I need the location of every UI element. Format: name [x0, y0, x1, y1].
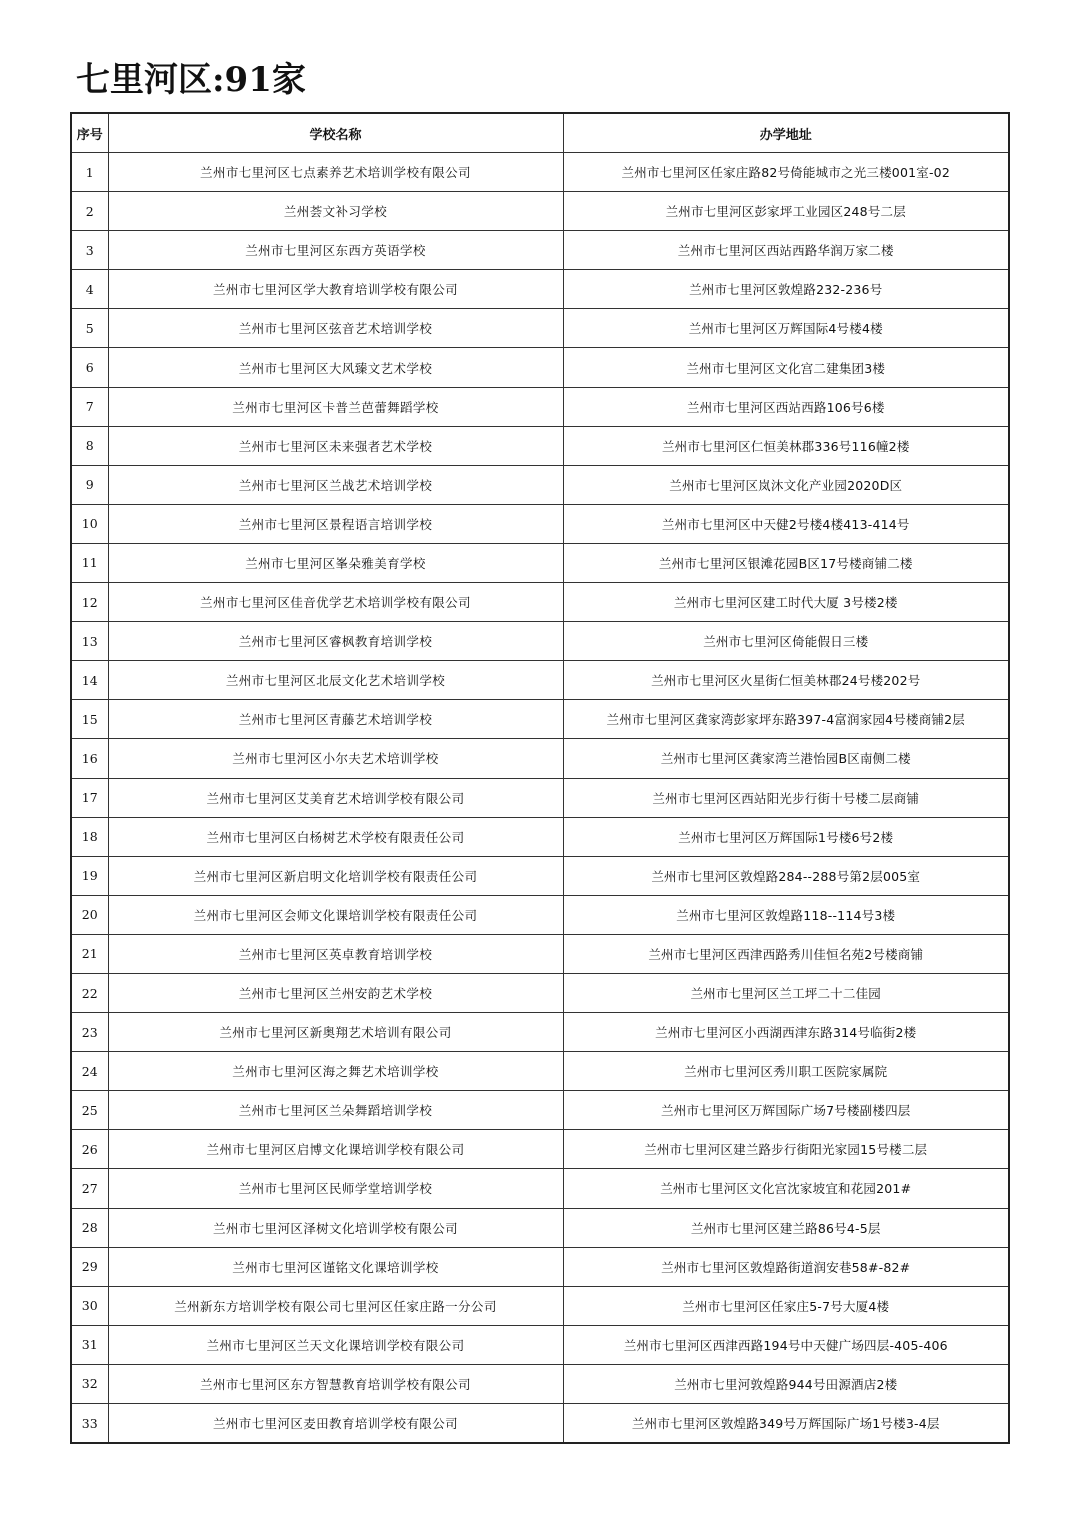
school-address: 兰州市七里河区火星街仁恒美林郡24号楼202号 [563, 661, 1009, 700]
school-table [70, 112, 1010, 1444]
school-address: 兰州市七里河区西站西路华润万家二楼 [563, 231, 1009, 270]
row-index: 12 [71, 583, 108, 622]
school-address: 兰州市七里河区文化宫沈家坡宜和花园201# [563, 1169, 1009, 1208]
row-index: 4 [71, 270, 108, 309]
school-name: 兰州市七里河区睿枫教育培训学校 [108, 622, 563, 661]
school-name: 兰州市七里河区学大教育培训学校有限公司 [108, 270, 563, 309]
school-address: 兰州市七里河区仁恒美林郡336号116幢2楼 [563, 426, 1009, 465]
row-index: 19 [71, 856, 108, 895]
row-index: 7 [71, 387, 108, 426]
school-address: 兰州市七里河区敦煌路118--114号3楼 [563, 895, 1009, 934]
school-name: 兰州市七里河区麦田教育培训学校有限公司 [108, 1404, 563, 1444]
school-address: 兰州市七里河区任家庄5-7号大厦4楼 [563, 1286, 1009, 1325]
school-address: 兰州市七里河区万辉国际广场7号楼副楼四层 [563, 1091, 1009, 1130]
school-name: 兰州市七里河区未来强者艺术学校 [108, 426, 563, 465]
header-school-name: 学校名称 [108, 113, 563, 153]
school-address: 兰州市七里河区龚家湾兰港怡园B区南侧二楼 [563, 739, 1009, 778]
row-index: 30 [71, 1286, 108, 1325]
table-row [71, 1404, 1009, 1444]
school-name: 兰州市七里河区景程语言培训学校 [108, 504, 563, 543]
school-name: 兰州市七里河区白杨树艺术学校有限责任公司 [108, 817, 563, 856]
school-address: 兰州市七里河区敦煌路284--288号第2层005室 [563, 856, 1009, 895]
school-name: 兰州市七里河区兰战艺术培训学校 [108, 465, 563, 504]
school-address: 兰州市七里河区秀川职工医院家属院 [563, 1052, 1009, 1091]
table-row [71, 856, 1009, 895]
table-row [71, 661, 1009, 700]
table-row [71, 1130, 1009, 1169]
row-index: 11 [71, 543, 108, 582]
table-row [71, 504, 1009, 543]
school-address: 兰州市七里河区敦煌路232-236号 [563, 270, 1009, 309]
school-name: 兰州市七里河区兰州安韵艺术学校 [108, 973, 563, 1012]
table-row [71, 231, 1009, 270]
school-address: 兰州市七里河区建兰路86号4-5层 [563, 1208, 1009, 1247]
row-index: 14 [71, 661, 108, 700]
table-row [71, 309, 1009, 348]
school-name: 兰州市七里河区大风臻文艺术学校 [108, 348, 563, 387]
school-name: 兰州市七里河区新启明文化培训学校有限责任公司 [108, 856, 563, 895]
row-index: 9 [71, 465, 108, 504]
school-name: 兰州市七里河区峯朵雅美育学校 [108, 543, 563, 582]
school-name: 兰州市七里河区会师文化课培训学校有限责任公司 [108, 895, 563, 934]
table-row [71, 1247, 1009, 1286]
table-row [71, 387, 1009, 426]
school-name: 兰州市七里河区东方智慧教育培训学校有限公司 [108, 1364, 563, 1403]
school-name: 兰州市七里河区卡普兰芭蕾舞蹈学校 [108, 387, 563, 426]
school-name: 兰州市七里河区东西方英语学校 [108, 231, 563, 270]
school-name: 兰州市七里河区佳音优学艺术培训学校有限公司 [108, 583, 563, 622]
school-name: 兰州市七里河区兰天文化课培训学校有限公司 [108, 1325, 563, 1364]
row-index: 32 [71, 1364, 108, 1403]
school-address: 兰州市七里河区龚家湾彭家坪东路397-4富润家园4号楼商铺2层 [563, 700, 1009, 739]
school-address: 兰州市七里河区西津西路秀川佳恒名苑2号楼商铺 [563, 934, 1009, 973]
school-address: 兰州市七里河敦煌路944号田源酒店2楼 [563, 1364, 1009, 1403]
school-address: 兰州市七里河区西站西路106号6楼 [563, 387, 1009, 426]
row-index: 8 [71, 426, 108, 465]
table-row [71, 817, 1009, 856]
school-address: 兰州市七里河区万辉国际1号楼6号2楼 [563, 817, 1009, 856]
school-address: 兰州市七里河区西站阳光步行街十号楼二层商铺 [563, 778, 1009, 817]
page-title: 七里河区:91家 [76, 60, 306, 100]
school-address: 兰州市七里河区文化宫二建集团3楼 [563, 348, 1009, 387]
school-name: 兰州市七里河区民师学堂培训学校 [108, 1169, 563, 1208]
table-row [71, 153, 1009, 192]
school-name: 兰州市七里河区泽树文化培训学校有限公司 [108, 1208, 563, 1247]
school-name: 兰州市七里河区新奥翔艺术培训有限公司 [108, 1013, 563, 1052]
row-index: 28 [71, 1208, 108, 1247]
table-row [71, 1169, 1009, 1208]
school-name: 兰州市七里河区弦音艺术培训学校 [108, 309, 563, 348]
row-index: 15 [71, 700, 108, 739]
header-row [71, 113, 1009, 153]
row-index: 20 [71, 895, 108, 934]
school-address: 兰州市七里河区敦煌路街道润安巷58#-82# [563, 1247, 1009, 1286]
school-name: 兰州市七里河区小尔夫艺术培训学校 [108, 739, 563, 778]
school-name: 兰州市七里河区谨铭文化课培训学校 [108, 1247, 563, 1286]
row-index: 26 [71, 1130, 108, 1169]
school-address: 兰州市七里河区岚沐文化产业园2020D区 [563, 465, 1009, 504]
table-row [71, 583, 1009, 622]
row-index: 23 [71, 1013, 108, 1052]
row-index: 33 [71, 1404, 108, 1444]
school-name: 兰州市七里河区北辰文化艺术培训学校 [108, 661, 563, 700]
school-address: 兰州市七里河区中天健2号楼4楼413-414号 [563, 504, 1009, 543]
row-index: 31 [71, 1325, 108, 1364]
row-index: 2 [71, 192, 108, 231]
school-address: 兰州市七里河区银滩花园B区17号楼商铺二楼 [563, 543, 1009, 582]
table-row [71, 622, 1009, 661]
header-address: 办学地址 [563, 113, 1009, 153]
row-index: 6 [71, 348, 108, 387]
table-row [71, 192, 1009, 231]
table-row [71, 739, 1009, 778]
school-address: 兰州市七里河区建工时代大厦 3号楼2楼 [563, 583, 1009, 622]
row-index: 27 [71, 1169, 108, 1208]
row-index: 1 [71, 153, 108, 192]
row-index: 13 [71, 622, 108, 661]
school-name: 兰州市七里河区海之舞艺术培训学校 [108, 1052, 563, 1091]
table-row [71, 1013, 1009, 1052]
table-row [71, 1286, 1009, 1325]
row-index: 10 [71, 504, 108, 543]
school-name: 兰州荟文补习学校 [108, 192, 563, 231]
school-address: 兰州市七里河区兰工坪二十二佳园 [563, 973, 1009, 1012]
table-row [71, 1208, 1009, 1247]
row-index: 25 [71, 1091, 108, 1130]
row-index: 5 [71, 309, 108, 348]
school-name: 兰州市七里河区启博文化课培训学校有限公司 [108, 1130, 563, 1169]
row-index: 22 [71, 973, 108, 1012]
table-row [71, 1052, 1009, 1091]
table-row [71, 1325, 1009, 1364]
table-body [71, 153, 1009, 1444]
row-index: 21 [71, 934, 108, 973]
school-address: 兰州市七里河区敦煌路349号万辉国际广场1号楼3-4层 [563, 1404, 1009, 1444]
table-header [71, 113, 1009, 153]
table-row [71, 270, 1009, 309]
school-address: 兰州市七里河区小西湖西津东路314号临街2楼 [563, 1013, 1009, 1052]
table-row [71, 700, 1009, 739]
school-address: 兰州市七里河区彭家坪工业园区248号二层 [563, 192, 1009, 231]
table-row [71, 348, 1009, 387]
school-address: 兰州市七里河区西津西路194号中天健广场四层-405-406 [563, 1325, 1009, 1364]
school-address: 兰州市七里河区任家庄路82号倚能城市之光三楼001室-02 [563, 153, 1009, 192]
school-name: 兰州新东方培训学校有限公司七里河区任家庄路一分公司 [108, 1286, 563, 1325]
row-index: 29 [71, 1247, 108, 1286]
school-address: 兰州市七里河区万辉国际4号楼4楼 [563, 309, 1009, 348]
table-row [71, 934, 1009, 973]
school-name: 兰州市七里河区兰朵舞蹈培训学校 [108, 1091, 563, 1130]
table-row [71, 778, 1009, 817]
table-row [71, 426, 1009, 465]
table-row [71, 465, 1009, 504]
school-name: 兰州市七里河区艾美育艺术培训学校有限公司 [108, 778, 563, 817]
row-index: 3 [71, 231, 108, 270]
row-index: 24 [71, 1052, 108, 1091]
table-row [71, 1364, 1009, 1403]
table-row [71, 1091, 1009, 1130]
school-address: 兰州市七里河区倚能假日三楼 [563, 622, 1009, 661]
row-index: 18 [71, 817, 108, 856]
table-row [71, 973, 1009, 1012]
table-row [71, 543, 1009, 582]
school-name: 兰州市七里河区七点素养艺术培训学校有限公司 [108, 153, 563, 192]
school-address: 兰州市七里河区建兰路步行街阳光家园15号楼二层 [563, 1130, 1009, 1169]
school-name: 兰州市七里河区英卓教育培训学校 [108, 934, 563, 973]
row-index: 16 [71, 739, 108, 778]
header-index: 序号 [71, 113, 108, 153]
school-name: 兰州市七里河区青藤艺术培训学校 [108, 700, 563, 739]
row-index: 17 [71, 778, 108, 817]
table-row [71, 895, 1009, 934]
